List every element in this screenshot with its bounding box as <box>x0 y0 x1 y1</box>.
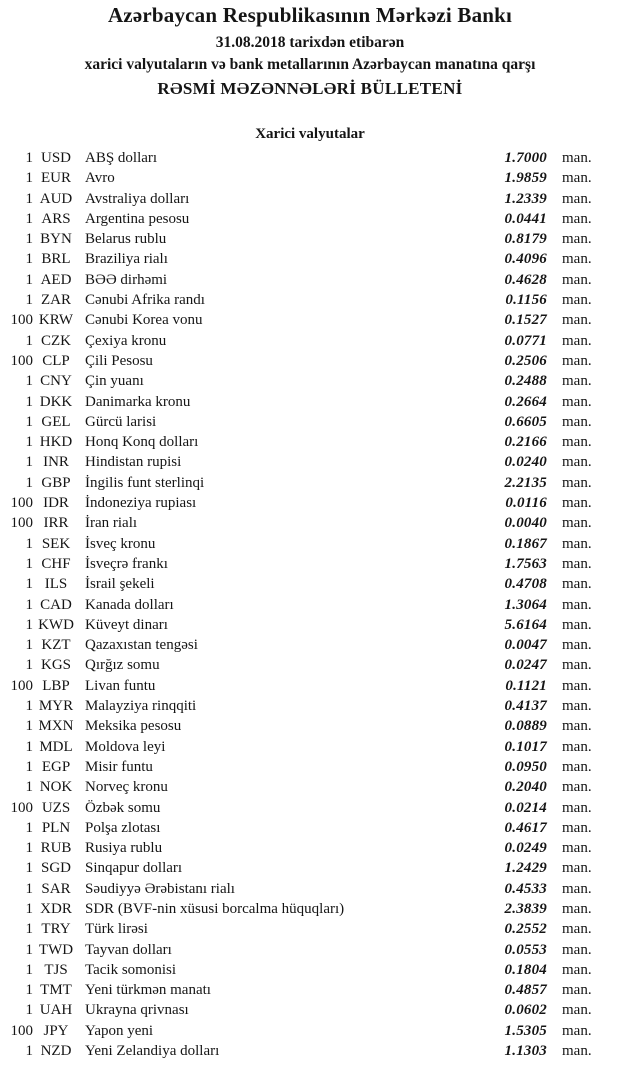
table-row <box>0 838 615 858</box>
table-row <box>0 879 615 899</box>
currency-code-cell: DKK <box>39 393 73 410</box>
currency-code-cell: KWD <box>38 616 74 633</box>
rate-value-cell: 0.1156 <box>505 292 547 309</box>
quantity-cell: 1 <box>25 474 33 491</box>
currency-code-cell: SAR <box>41 880 71 897</box>
currency-name-cell: Polşa zlotası <box>85 819 161 836</box>
table-row <box>0 1021 615 1041</box>
currency-code-cell: MYR <box>38 698 74 715</box>
table-row <box>0 412 615 432</box>
table-row <box>0 919 615 939</box>
table-row <box>0 554 615 574</box>
rate-value-cell: 0.1804 <box>504 961 547 978</box>
table-row <box>0 676 615 696</box>
rate-value-cell: 2.2135 <box>504 474 547 491</box>
table-row <box>0 432 615 452</box>
currency-code-cell: RUB <box>40 840 72 857</box>
currency-code-cell: KGS <box>40 657 71 674</box>
currency-name-cell: İndoneziya rupiası <box>85 495 197 512</box>
rate-value-cell: 1.2339 <box>504 190 547 207</box>
currency-name-cell: İngilis funt sterlinqi <box>85 474 205 491</box>
currency-name-cell: Braziliya rialı <box>85 251 168 268</box>
quantity-cell: 1 <box>25 900 33 917</box>
quantity-cell: 1 <box>25 332 33 349</box>
unit-label-cell: man. <box>562 373 592 390</box>
currency-name-cell: ABŞ dolları <box>85 150 158 166</box>
currency-code-cell: UZS <box>41 799 71 816</box>
currency-code-cell: MXN <box>38 718 74 735</box>
table-row <box>0 452 615 472</box>
currency-name-cell: Hindistan rupisi <box>85 454 182 471</box>
rate-value-cell: 1.5305 <box>504 1022 547 1039</box>
rate-value-cell: 0.0214 <box>504 799 547 816</box>
table-row <box>0 777 615 797</box>
rate-value-cell: 0.4617 <box>504 819 547 836</box>
currency-code-cell: GBP <box>41 474 71 491</box>
currency-code-cell: TJS <box>44 961 68 978</box>
table-row <box>0 351 615 371</box>
rate-value-cell: 0.0553 <box>504 941 547 958</box>
rate-value-cell: 0.0889 <box>504 718 547 735</box>
unit-label-cell: man. <box>562 961 592 978</box>
rate-value-cell: 0.1121 <box>505 677 547 694</box>
unit-label-cell: man. <box>562 535 592 552</box>
rate-value-cell: 0.4533 <box>504 880 547 897</box>
unit-label-cell: man. <box>562 515 592 532</box>
table-row <box>0 757 615 777</box>
quantity-cell: 1 <box>25 698 33 715</box>
unit-label-cell: man. <box>562 495 592 512</box>
quantity-cell: 1 <box>25 210 33 227</box>
currency-code-cell: ZAR <box>41 292 71 309</box>
quantity-cell: 1 <box>25 373 33 390</box>
currency-name-cell: Argentina pesosu <box>85 210 190 227</box>
currency-name-cell: BƏƏ dirhəmi <box>85 271 168 288</box>
quantity-cell: 1 <box>25 860 33 877</box>
table-row <box>0 270 615 290</box>
rate-value-cell: 0.0249 <box>504 840 547 857</box>
unit-label-cell: man. <box>562 779 592 796</box>
currency-code-cell: EUR <box>41 170 71 187</box>
quantity-cell: 1 <box>25 921 33 938</box>
unit-label-cell: man. <box>562 231 592 248</box>
rate-value-cell: 0.2488 <box>504 373 547 390</box>
quantity-cell: 1 <box>25 271 33 288</box>
table-row <box>0 818 615 838</box>
quantity-cell: 1 <box>25 170 33 187</box>
unit-label-cell: man. <box>562 555 592 572</box>
currency-name-cell: İsveç kronu <box>85 535 156 552</box>
rate-value-cell: 0.2166 <box>504 434 547 451</box>
table-row <box>0 189 615 209</box>
unit-label-cell: man. <box>562 413 592 430</box>
currency-name-cell: SDR (BVF-nin xüsusi borcalma hüquqları) <box>85 900 345 917</box>
unit-label-cell: man. <box>562 332 592 349</box>
unit-label-cell: man. <box>562 900 592 917</box>
currency-name-cell: Yeni türkmən manatı <box>85 982 211 999</box>
table-row <box>0 493 615 513</box>
table-row <box>0 168 615 188</box>
table-row <box>0 716 615 736</box>
currency-name-cell: Çili Pesosu <box>85 352 153 369</box>
rate-value-cell: 0.4708 <box>504 576 547 593</box>
quantity-cell: 1 <box>25 576 33 593</box>
currency-name-cell: Moldova leyi <box>85 738 166 755</box>
rate-value-cell: 0.0047 <box>504 637 547 654</box>
currency-name-cell: Tayvan dolları <box>85 941 172 958</box>
quantity-cell: 1 <box>25 718 33 735</box>
currency-name-cell: Danimarka kronu <box>85 393 191 410</box>
currency-code-cell: TRY <box>41 921 71 938</box>
unit-label-cell: man. <box>562 150 592 166</box>
quantity-cell: 100 <box>10 515 33 532</box>
currency-code-cell: CZK <box>41 332 71 349</box>
currency-name-cell: Livan funtu <box>85 677 156 694</box>
quantity-cell: 1 <box>25 596 33 613</box>
unit-label-cell: man. <box>562 292 592 309</box>
unit-label-cell: man. <box>562 880 592 897</box>
unit-label-cell: man. <box>562 860 592 877</box>
currency-name-cell: Türk lirəsi <box>85 921 148 938</box>
unit-label-cell: man. <box>562 840 592 857</box>
bank-name: Azərbaycan Respublikasının Mərkəzi Bankı <box>107 3 513 27</box>
table-row <box>0 798 615 818</box>
unit-label-cell: man. <box>562 758 592 775</box>
currency-name-cell: Çexiya kronu <box>85 332 167 349</box>
rate-value-cell: 1.3064 <box>504 596 547 613</box>
unit-label-cell: man. <box>562 576 592 593</box>
currency-name-cell: Özbək somu <box>85 799 161 816</box>
quantity-cell: 1 <box>25 292 33 309</box>
unit-label-cell: man. <box>562 271 592 288</box>
quantity-cell: 1 <box>25 758 33 775</box>
unit-label-cell: man. <box>562 982 592 999</box>
currency-code-cell: GEL <box>41 413 71 430</box>
table-row <box>0 229 615 249</box>
unit-label-cell: man. <box>562 170 592 187</box>
currency-code-cell: JPY <box>43 1022 69 1039</box>
currency-name-cell: Rusiya rublu <box>85 840 163 857</box>
table-row <box>0 1041 615 1061</box>
currency-code-cell: USD <box>40 150 71 166</box>
currency-code-cell: LBP <box>42 677 70 694</box>
unit-label-cell: man. <box>562 677 592 694</box>
currency-code-cell: NZD <box>40 1043 72 1060</box>
table-row <box>0 209 615 229</box>
quantity-cell: 1 <box>25 190 33 207</box>
quantity-cell: 1 <box>25 231 33 248</box>
quantity-cell: 1 <box>25 1002 33 1019</box>
quantity-cell: 1 <box>25 779 33 796</box>
currency-code-cell: TWD <box>38 941 74 958</box>
table-row <box>0 331 615 351</box>
table-row <box>0 615 615 635</box>
currency-code-cell: CAD <box>40 596 72 613</box>
rate-value-cell: 0.0116 <box>505 495 547 512</box>
unit-label-cell: man. <box>562 698 592 715</box>
table-row <box>0 534 615 554</box>
rate-value-cell: 2.3839 <box>504 900 547 917</box>
quantity-cell: 1 <box>25 150 33 166</box>
currency-code-cell: AED <box>40 271 72 288</box>
table-row <box>0 513 615 533</box>
quantity-cell: 100 <box>10 799 33 816</box>
rate-value-cell: 1.7563 <box>504 555 547 572</box>
unit-label-cell: man. <box>562 1022 592 1039</box>
quantity-cell: 1 <box>25 1043 33 1060</box>
rate-value-cell: 5.6164 <box>504 616 547 633</box>
currency-name-cell: Malayziya rinqqiti <box>85 698 197 715</box>
table-row <box>0 655 615 675</box>
quantity-cell: 1 <box>25 941 33 958</box>
table-row <box>0 1000 615 1020</box>
rate-value-cell: 0.4628 <box>504 271 547 288</box>
currency-code-cell: XDR <box>40 900 72 917</box>
table-row <box>0 858 615 878</box>
currency-code-cell: UAH <box>39 1002 73 1019</box>
currency-code-cell: CHF <box>41 555 71 572</box>
unit-label-cell: man. <box>562 799 592 816</box>
currency-name-cell: Avro <box>85 170 115 187</box>
quantity-cell: 1 <box>25 738 33 755</box>
rate-value-cell: 0.0040 <box>504 515 547 532</box>
unit-label-cell: man. <box>562 312 592 329</box>
currency-rates-table <box>0 148 620 1061</box>
currency-name-cell: Misir funtu <box>85 758 153 775</box>
rate-value-cell: 1.2429 <box>504 860 547 877</box>
currency-code-cell: SGD <box>40 860 71 877</box>
currency-name-cell: Meksika pesosu <box>85 718 182 735</box>
rate-value-cell: 0.1867 <box>504 535 547 552</box>
currency-code-cell: PLN <box>41 819 71 836</box>
currency-code-cell: ILS <box>44 576 68 593</box>
currency-name-cell: Tacik somonisi <box>85 961 177 978</box>
rate-value-cell: 0.0771 <box>504 332 547 349</box>
unit-label-cell: man. <box>562 657 592 674</box>
currency-name-cell: İsrail şekeli <box>85 576 155 593</box>
unit-label-cell: man. <box>562 637 592 654</box>
rate-value-cell: 0.0441 <box>504 210 547 227</box>
currency-name-cell: Belarus rublu <box>85 231 167 248</box>
unit-label-cell: man. <box>562 251 592 268</box>
quantity-cell: 100 <box>10 1022 33 1039</box>
currency-name-cell: Honq Konq dolları <box>85 434 199 451</box>
rate-value-cell: 0.2552 <box>504 921 547 938</box>
table-row <box>0 595 615 615</box>
quantity-cell: 1 <box>25 637 33 654</box>
quantity-cell: 1 <box>25 434 33 451</box>
quantity-cell: 1 <box>25 393 33 410</box>
rate-value-cell: 0.0602 <box>504 1002 547 1019</box>
currency-name-cell: İsveçrə frankı <box>85 555 168 572</box>
currency-code-cell: TMT <box>40 982 72 999</box>
unit-label-cell: man. <box>562 941 592 958</box>
table-row <box>0 899 615 919</box>
table-row <box>0 960 615 980</box>
table-row <box>0 392 615 412</box>
table-row <box>0 940 615 960</box>
unit-label-cell: man. <box>562 352 592 369</box>
rate-value-cell: 0.0950 <box>504 758 547 775</box>
quantity-cell: 100 <box>10 312 33 329</box>
currency-name-cell: Qırğız somu <box>85 657 160 674</box>
rate-value-cell: 1.9859 <box>504 170 547 187</box>
currency-code-cell: IRR <box>43 515 69 532</box>
currency-code-cell: BRL <box>41 251 71 268</box>
subject-line: xarici valyutaların və bank metallarının Azərbaycan manatına qarşı <box>84 56 536 73</box>
currency-code-cell: HKD <box>39 434 73 451</box>
currency-code-cell: CNY <box>40 373 72 390</box>
unit-label-cell: man. <box>562 596 592 613</box>
quantity-cell: 1 <box>25 454 33 471</box>
quantity-cell: 1 <box>25 840 33 857</box>
currency-code-cell: NOK <box>39 779 73 796</box>
currency-name-cell: Cənubi Korea vonu <box>85 312 203 329</box>
table-row <box>0 290 615 310</box>
quantity-cell: 1 <box>25 880 33 897</box>
currency-name-cell: Cənubi Afrika randı <box>85 292 205 309</box>
table-row <box>0 980 615 1000</box>
rate-value-cell: 0.0240 <box>504 454 547 471</box>
unit-label-cell: man. <box>562 393 592 410</box>
currency-code-cell: BYN <box>40 231 72 248</box>
currency-code-cell: KZT <box>41 637 71 654</box>
table-row <box>0 249 615 269</box>
quantity-cell: 100 <box>10 352 33 369</box>
currency-name-cell: Ukrayna qrivnası <box>85 1002 189 1019</box>
rate-value-cell: 0.6605 <box>504 413 547 430</box>
unit-label-cell: man. <box>562 819 592 836</box>
quantity-cell: 100 <box>10 495 33 512</box>
currency-name-cell: Küveyt dinarı <box>85 616 168 633</box>
currency-name-cell: Kanada dolları <box>85 596 174 613</box>
table-row <box>0 148 615 168</box>
table-row <box>0 371 615 391</box>
currency-name-cell: Norveç kronu <box>85 779 168 796</box>
section-title: Xarici valyutalar <box>255 126 365 142</box>
currency-name-cell: Səudiyyə Ərəbistanı rialı <box>85 880 235 897</box>
table-row <box>0 574 615 594</box>
unit-label-cell: man. <box>562 616 592 633</box>
currency-name-cell: Avstraliya dolları <box>85 190 190 207</box>
quantity-cell: 1 <box>25 657 33 674</box>
table-row <box>0 696 615 716</box>
currency-code-cell: SEK <box>41 535 71 552</box>
rate-value-cell: 0.8179 <box>504 231 547 248</box>
bulletin-title: RƏSMİ MƏZƏNNƏLƏRİ BÜLLETENİ <box>157 79 463 98</box>
unit-label-cell: man. <box>562 1002 592 1019</box>
currency-code-cell: ARS <box>41 210 71 227</box>
currency-code-cell: KRW <box>38 312 74 329</box>
currency-name-cell: Sinqapur dolları <box>85 860 183 877</box>
rate-value-cell: 0.4857 <box>504 982 547 999</box>
quantity-cell: 100 <box>10 677 33 694</box>
currency-name-cell: İran rialı <box>85 515 138 532</box>
quantity-cell: 1 <box>25 413 33 430</box>
currency-code-cell: EGP <box>41 758 71 775</box>
rate-value-cell: 0.0247 <box>504 657 547 674</box>
quantity-cell: 1 <box>25 961 33 978</box>
rate-value-cell: 0.4137 <box>504 698 547 715</box>
currency-code-cell: MDL <box>39 738 73 755</box>
currency-code-cell: CLP <box>42 352 70 369</box>
unit-label-cell: man. <box>562 190 592 207</box>
quantity-cell: 1 <box>25 251 33 268</box>
rate-value-cell: 0.2040 <box>504 779 547 796</box>
rate-value-cell: 0.1017 <box>504 738 547 755</box>
rate-value-cell: 1.7000 <box>504 150 547 166</box>
currency-code-cell: AUD <box>39 190 73 207</box>
quantity-cell: 1 <box>25 616 33 633</box>
currency-name-cell: Yeni Zelandiya dolları <box>85 1043 220 1060</box>
currency-code-cell: INR <box>43 454 69 471</box>
currency-code-cell: IDR <box>43 495 69 512</box>
currency-name-cell: Gürcü larisi <box>85 413 157 430</box>
currency-name-cell: Yapon yeni <box>85 1022 154 1039</box>
unit-label-cell: man. <box>562 921 592 938</box>
effective-date-line: 31.08.2018 tarixdən etibarən <box>215 34 405 51</box>
unit-label-cell: man. <box>562 434 592 451</box>
currency-name-cell: Qazaxıstan tengəsi <box>85 637 198 654</box>
rate-value-cell: 0.4096 <box>504 251 547 268</box>
unit-label-cell: man. <box>562 210 592 227</box>
quantity-cell: 1 <box>25 555 33 572</box>
rate-value-cell: 0.2664 <box>504 393 547 410</box>
currency-name-cell: Çin yuanı <box>85 373 144 390</box>
unit-label-cell: man. <box>562 738 592 755</box>
rate-value-cell: 0.2506 <box>504 352 547 369</box>
quantity-cell: 1 <box>25 535 33 552</box>
quantity-cell: 1 <box>25 819 33 836</box>
unit-label-cell: man. <box>562 474 592 491</box>
table-row <box>0 635 615 655</box>
quantity-cell: 1 <box>25 982 33 999</box>
table-row <box>0 310 615 330</box>
table-row <box>0 737 615 757</box>
rate-value-cell: 1.1303 <box>504 1043 547 1060</box>
unit-label-cell: man. <box>562 718 592 735</box>
unit-label-cell: man. <box>562 454 592 471</box>
rate-value-cell: 0.1527 <box>504 312 547 329</box>
unit-label-cell: man. <box>562 1043 592 1060</box>
table-row <box>0 473 615 493</box>
